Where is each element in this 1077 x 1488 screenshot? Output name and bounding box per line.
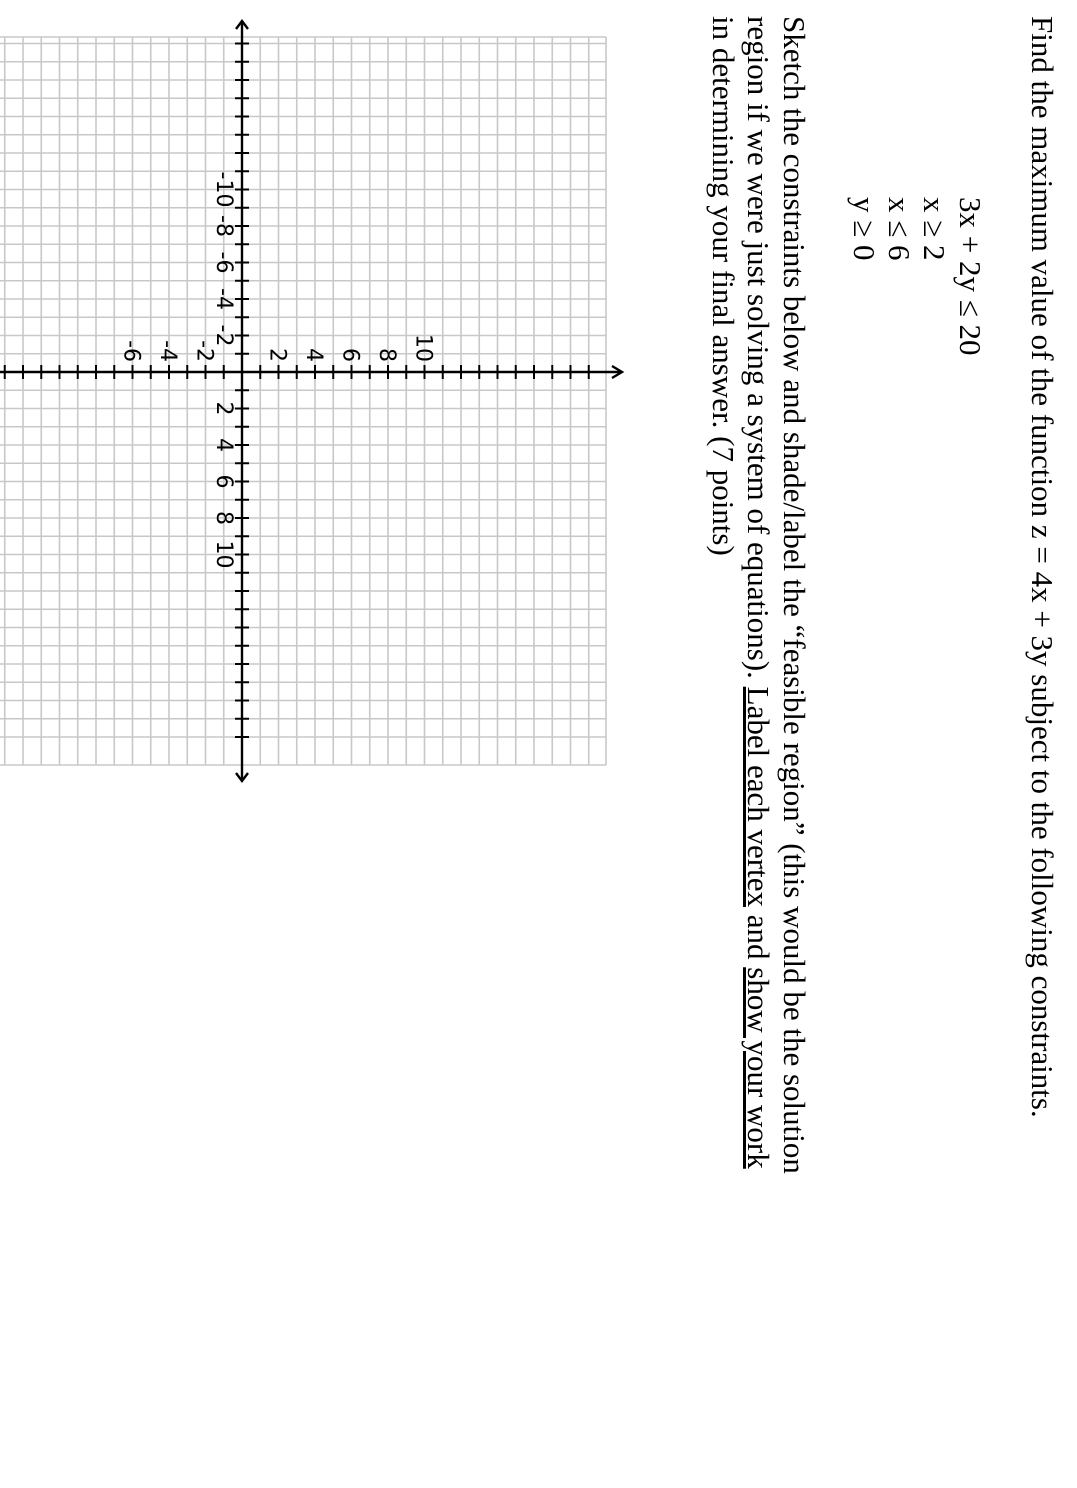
y-tick-label: 2 (264, 348, 290, 362)
x-tick-label: 10 (211, 540, 236, 569)
y-tick-label: 4 (301, 348, 326, 362)
y-tick-label: -2 (191, 340, 217, 362)
constraint-2: x ≥ 2 (917, 197, 952, 261)
instruction-text-a: region if we were just solving a system of equations). (741, 16, 776, 687)
y-tick-label: -6 (118, 340, 144, 362)
constraint-1: 3x + 2y ≤ 20 (953, 197, 988, 356)
constraint-3: x ≤ 6 (882, 197, 917, 261)
x-tick-label: 6 (211, 474, 236, 489)
y-tick-label: 10 (410, 334, 436, 362)
x-tick-label: 8 (211, 511, 236, 525)
problem-prompt: Find the maximum value of the function z = 4x + 3y subject to the following constraints. (1025, 16, 1060, 1118)
instruction-show-work: show your work (741, 967, 776, 1169)
instruction-label-vertex: Label each vertex (741, 686, 776, 907)
constraint-4: y ≥ 0 (847, 197, 882, 261)
instruction-line-3: in determining your final answer. (7 points) (706, 16, 741, 556)
x-tick-label: -6 (211, 251, 236, 274)
x-tick-label: -4 (211, 288, 236, 310)
x-tick-label: -10 (211, 171, 236, 208)
instruction-text-c: and (741, 906, 776, 968)
y-tick-label: 8 (374, 348, 399, 362)
y-tick-label: -4 (155, 340, 180, 362)
x-tick-label: 4 (211, 438, 236, 452)
x-tick-label: -8 (211, 215, 236, 237)
x-tick-label: -2 (211, 324, 236, 347)
y-tick-label: 6 (337, 348, 363, 362)
instruction-line-1: Sketch the constraints below and shade/label the “feasible region” (this would be the solution (777, 16, 812, 1174)
x-tick-label: 2 (211, 401, 236, 416)
